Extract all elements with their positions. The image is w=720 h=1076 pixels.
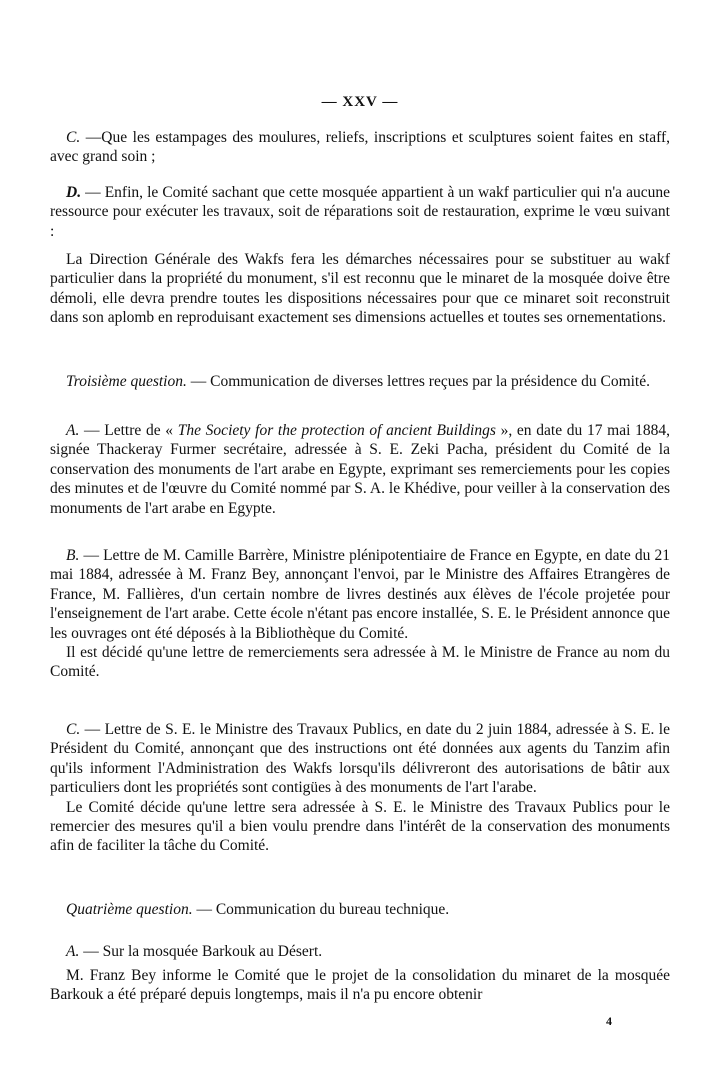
paragraph-text: Que les estampages des moulures, reliefs, inscriptions et sculptures soient faites en staff, avec grand soin ;: [50, 129, 670, 166]
item-label: A.: [66, 422, 80, 439]
paragraph-text: — Sur la mosquée Barkouk au Désert.: [79, 943, 323, 960]
section-heading: Troisième question.: [66, 373, 187, 390]
paragraph-franz-bey: [50, 966, 670, 1005]
item-label: D.: [66, 184, 82, 201]
dash: —: [80, 129, 102, 146]
paragraph-a-society: [50, 421, 670, 518]
paragraph-d-enfin: [50, 183, 670, 241]
paragraph-text: — Lettre de «: [79, 422, 178, 439]
section-troisieme-question: [50, 372, 670, 391]
paragraph-text: La Direction Générale des Wakfs fera les démarches nécessaires pour se substituer au wakf particulier dans la propriété du monument, s'il est reconnu que le minaret de la mosquée doive être démoli, elle devra prendre toutes les dispositions nécessaires pour que ce minaret soit reconstruit dans son aplomb en reproduisant exactement ses dimensions actuelles et toutes ses ornementations.: [50, 251, 670, 327]
society-title: The Society for the protection of ancient Buildings: [177, 422, 496, 439]
section-quatrieme-question: [50, 900, 670, 919]
paragraph-text: », en date du 17 mai 1884, signée Thackeray Furmer secrétaire, adressée à S. E. Zeki Pacha, président du Comité de la conservation des monuments de l'art arabe en Egypte, exprimant ses remerciements pour les copies des minutes et de l'œuvre du Comité nommé par S. A. le Khédive, pour veiller à la conservation des monuments de l'art arabe en Egypte.: [50, 422, 670, 517]
item-label: A.: [66, 943, 80, 960]
item-label: B.: [66, 547, 80, 564]
paragraph-voeu: [50, 250, 670, 328]
decision-text: Le Comité décide qu'une lettre sera adressée à S. E. le Ministre des Travaux Publics pour le remercier des mesures qu'il a bien voulu prendre dans l'intérêt de la conservation des monuments afin de faciliter la tâche du Comité.: [50, 798, 670, 855]
decision-text: Il est décidé qu'une lettre de remerciements sera adressée à M. le Ministre de France au nom du Comité.: [50, 644, 670, 681]
section-heading: Quatrième question.: [66, 901, 193, 918]
paragraph-text: Enfin, le Comité sachant que cette mosquée appartient à un wakf particulier qui n'a aucune ressource pour exécuter les travaux, soit de réparations soit de restauration, exprime le vœu suivant :: [50, 184, 671, 240]
item-label: C.: [66, 721, 81, 738]
item-label: C.: [66, 129, 81, 146]
paragraph-c-estampages: [50, 128, 670, 167]
paragraph-text: M. Franz Bey informe le Comité que le projet de la consolidation du minaret de la mosquée Barkouk a été préparé depuis longtemps, mais il n'a pu encore obtenir: [50, 967, 670, 1004]
paragraph-b-barrere: [50, 546, 670, 682]
page-number: — XXV —: [321, 94, 399, 110]
paragraph-text: — Lettre de M. Camille Barrère, Ministre plénipotentiaire de France en Egypte, en date du 21 mai 1884, adressée à M. Franz Bey, annonçant l'envoi, par le Ministre des Affaires Etrangères de France, M. Fallières, d'un certain nombre de livres destinés aux élèves de l'école projetée pour l'enseignement de l'art arabe. Cette école n'étant pas encore installée, S. E. le Président annonce que les ouvrages ont été déposés à la Bibliothèque du Comité.: [50, 547, 670, 642]
section-description: — Communication du bureau technique.: [192, 901, 450, 918]
paragraph-c-travaux: [50, 720, 670, 856]
dash: —: [81, 184, 105, 201]
signature-mark: 4: [606, 1014, 612, 1028]
section-description: — Communication de diverses lettres reçues par la présidence du Comité.: [186, 373, 650, 390]
paragraph-a-barkouk: [50, 942, 670, 961]
paragraph-text: — Lettre de S. E. le Ministre des Travaux Publics, en date du 2 juin 1884, adressée à S. E. le Président du Comité, annonçant que des instructions ont été données aux agents du Tanzim afin qu'ils informent l'Administration des Wakfs lorsqu'ils délivreront des autorisations de bâtir aux particuliers dont les propriétés sont contigües à des monuments de l'art l'arabe.: [50, 721, 670, 797]
